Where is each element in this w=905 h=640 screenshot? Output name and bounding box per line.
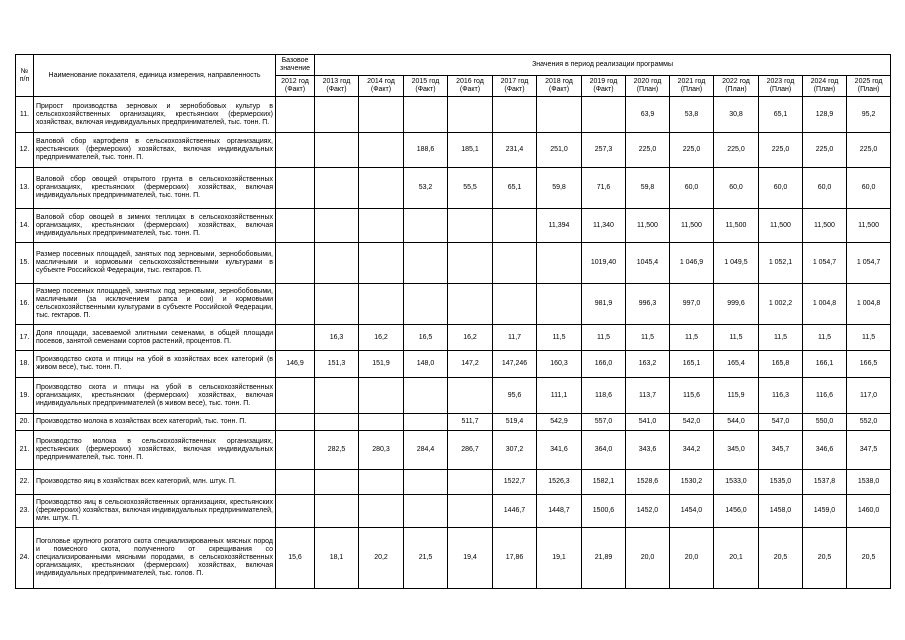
indicator-value: [404, 495, 448, 528]
indicator-value: 1533,0: [714, 470, 759, 495]
indicator-value: 20,2: [359, 528, 404, 589]
row-number: 21.: [16, 431, 34, 470]
document-sheet: [15, 54, 891, 589]
indicator-value: 20,5: [847, 528, 891, 589]
indicator-value: 347,5: [847, 431, 891, 470]
header-year-label: 2018 год: [545, 78, 573, 85]
indicator-value: 166,5: [847, 351, 891, 378]
indicator-value: 19,1: [537, 528, 582, 589]
header-year-label: 2013 год: [322, 78, 351, 85]
header-year: [404, 76, 448, 97]
header-year: [803, 76, 847, 97]
indicator-value: 344,2: [670, 431, 714, 470]
indicator-name: Производство скота и птицы на убой в хозяйствах всех категорий (в живом весе), тыс. тонн. П.: [34, 351, 276, 378]
indicator-value: 542,9: [537, 414, 582, 431]
indicator-value: 60,0: [670, 168, 714, 209]
indicator-value: 1537,8: [803, 470, 847, 495]
header-name: Наименование показателя, единица измерения, направленность: [34, 55, 276, 97]
header-year-label: 2021 год: [677, 78, 706, 85]
indicators-table: [15, 54, 891, 589]
header-year-type: (Факт): [459, 86, 481, 93]
indicator-value: 11,5: [670, 325, 714, 351]
indicator-value: 1460,0: [847, 495, 891, 528]
header-year-type: (План): [857, 86, 880, 93]
indicator-value: 1454,0: [670, 495, 714, 528]
indicator-name: Производство молока в хозяйствах всех категорий, тыс. тонн. П.: [34, 414, 276, 431]
indicator-value: 11,5: [582, 325, 626, 351]
indicator-value: [315, 470, 359, 495]
indicator-value: [404, 284, 448, 325]
indicator-value: 60,0: [803, 168, 847, 209]
indicator-name: Производство яиц в сельскохозяйственных организациях, крестьянских (фермерских) хозяйствах, включая индивидуальных предпринимателей, млн. штук. П.: [34, 495, 276, 528]
indicator-value: 11,5: [714, 325, 759, 351]
header-year-type: (Факт): [504, 86, 525, 93]
indicator-value: 128,9: [803, 97, 847, 133]
header-period: Значения в период реализации программы: [315, 55, 891, 76]
indicator-value: 343,6: [626, 431, 670, 470]
indicator-value: 1 052,1: [759, 243, 803, 284]
indicator-value: [582, 97, 626, 133]
indicator-value: 550,0: [803, 414, 847, 431]
indicator-value: 1459,0: [803, 495, 847, 528]
indicator-value: [493, 284, 537, 325]
indicator-value: 1 049,5: [714, 243, 759, 284]
indicator-name: Производство скота и птицы на убой в сельскохозяйственных организациях, крестьянских (фермерских) хозяйствах, включая индивидуальных предпринимателей (в живом весе), тыс. тонн. П.: [34, 378, 276, 414]
header-base: Базовое значение: [276, 55, 315, 76]
indicator-value: 1 054,7: [803, 243, 847, 284]
table-row: [16, 133, 891, 168]
indicator-value: [315, 414, 359, 431]
indicator-value: [359, 133, 404, 168]
indicator-value: [276, 168, 315, 209]
row-number: 22.: [16, 470, 34, 495]
indicator-value: 116,3: [759, 378, 803, 414]
header-year: [276, 76, 315, 97]
indicator-value: [359, 168, 404, 209]
indicator-value: 166,1: [803, 351, 847, 378]
indicator-value: 116,6: [803, 378, 847, 414]
row-number: 13.: [16, 168, 34, 209]
header-year-label: 2022 год: [722, 78, 750, 85]
indicator-value: 11,500: [714, 209, 759, 243]
indicator-value: 151,3: [315, 351, 359, 378]
indicator-value: 225,0: [847, 133, 891, 168]
indicator-value: 59,8: [626, 168, 670, 209]
indicator-value: 225,0: [626, 133, 670, 168]
header-year-label: 2014 год: [367, 78, 395, 85]
indicator-value: 1452,0: [626, 495, 670, 528]
indicator-value: [315, 495, 359, 528]
header-year-label: 2017 год: [500, 78, 529, 85]
indicator-value: [448, 470, 493, 495]
indicator-value: 225,0: [714, 133, 759, 168]
indicator-value: 1528,6: [626, 470, 670, 495]
indicator-value: [276, 243, 315, 284]
table-row: [16, 325, 891, 351]
indicator-value: [359, 284, 404, 325]
row-number: 20.: [16, 414, 34, 431]
indicator-value: 20,5: [759, 528, 803, 589]
indicator-value: 225,0: [803, 133, 847, 168]
indicator-value: [276, 284, 315, 325]
indicator-value: 117,0: [847, 378, 891, 414]
indicator-value: 15,6: [276, 528, 315, 589]
table-row: [16, 284, 891, 325]
indicator-value: 11,340: [582, 209, 626, 243]
indicator-value: 557,0: [582, 414, 626, 431]
indicator-name: Производство яиц в хозяйствах всех категорий, млн. штук. П.: [34, 470, 276, 495]
indicator-name: Валовой сбор картофеля в сельскохозяйственных организациях, крестьянских (фермерских) хозяйствах, включая индивидуальных предпринимателей, тыс. тонн. П.: [34, 133, 276, 168]
indicator-value: 65,1: [493, 168, 537, 209]
indicator-value: 160,3: [537, 351, 582, 378]
header-year-type: (Факт): [415, 86, 436, 93]
header-year: [315, 76, 359, 97]
indicator-value: [404, 414, 448, 431]
indicator-value: 257,3: [582, 133, 626, 168]
indicator-value: [404, 378, 448, 414]
indicator-value: [359, 378, 404, 414]
indicator-value: 53,8: [670, 97, 714, 133]
indicator-value: 185,1: [448, 133, 493, 168]
indicator-value: 60,0: [847, 168, 891, 209]
indicator-value: 148,0: [404, 351, 448, 378]
header-num: № п/п: [16, 55, 34, 97]
row-number: 18.: [16, 351, 34, 378]
indicator-value: [276, 133, 315, 168]
table-row: [16, 97, 891, 133]
indicator-value: 16,2: [359, 325, 404, 351]
indicator-value: 280,3: [359, 431, 404, 470]
table-row: [16, 470, 891, 495]
header-year-type: (Факт): [370, 86, 392, 93]
header-year-label: 2025 год: [854, 78, 883, 85]
indicator-value: 1 002,2: [759, 284, 803, 325]
indicator-value: 1045,4: [626, 243, 670, 284]
indicator-value: 1 046,9: [670, 243, 714, 284]
indicator-value: 151,9: [359, 351, 404, 378]
indicator-value: [276, 97, 315, 133]
indicator-value: 146,9: [276, 351, 315, 378]
indicator-value: [448, 284, 493, 325]
row-number: 11.: [16, 97, 34, 133]
indicator-value: [404, 97, 448, 133]
indicator-name: Валовой сбор овощей в зимних теплицах в сельскохозяйственных организациях, крестьянских (фермерских) хозяйствах, включая индивидуальных предпринимателей, тыс. тонн. П.: [34, 209, 276, 243]
indicator-value: 59,8: [537, 168, 582, 209]
header-year-label: 2019 год: [589, 78, 618, 85]
indicator-value: 11,5: [803, 325, 847, 351]
indicator-value: [404, 209, 448, 243]
indicator-value: 71,6: [582, 168, 626, 209]
indicator-value: [276, 209, 315, 243]
indicator-value: [448, 495, 493, 528]
indicator-value: 113,7: [626, 378, 670, 414]
indicator-value: [493, 97, 537, 133]
header-year-type: (Факт): [593, 86, 614, 93]
header-year-label: 2024 год: [810, 78, 839, 85]
row-number: 23.: [16, 495, 34, 528]
indicator-value: 542,0: [670, 414, 714, 431]
indicator-value: 11,7: [493, 325, 537, 351]
indicator-value: 511,7: [448, 414, 493, 431]
indicator-value: 999,6: [714, 284, 759, 325]
header-year: [759, 76, 803, 97]
row-number: 17.: [16, 325, 34, 351]
indicator-value: [276, 378, 315, 414]
indicator-value: 1456,0: [714, 495, 759, 528]
table-row: [16, 495, 891, 528]
indicator-value: 251,0: [537, 133, 582, 168]
indicator-value: 1 054,7: [847, 243, 891, 284]
header-year: [448, 76, 493, 97]
indicator-value: 552,0: [847, 414, 891, 431]
indicator-value: [404, 243, 448, 284]
indicator-value: 286,7: [448, 431, 493, 470]
indicator-value: 231,4: [493, 133, 537, 168]
indicator-value: [448, 378, 493, 414]
indicator-value: 16,2: [448, 325, 493, 351]
indicator-value: 115,6: [670, 378, 714, 414]
indicator-value: 11,500: [803, 209, 847, 243]
indicator-value: [359, 495, 404, 528]
row-number: 12.: [16, 133, 34, 168]
indicator-value: [359, 414, 404, 431]
indicator-name: Валовой сбор овощей открытого грунта в сельскохозяйственных организациях, крестьянских (фермерских) хозяйствах, включая индивидуальных предпринимателей, тыс. тонн. П.: [34, 168, 276, 209]
header-year: [626, 76, 670, 97]
indicator-value: 341,6: [537, 431, 582, 470]
row-number: 16.: [16, 284, 34, 325]
indicator-value: 11,394: [537, 209, 582, 243]
header-year-label: 2015 год: [411, 78, 440, 85]
indicator-value: 63,9: [626, 97, 670, 133]
indicator-value: 225,0: [670, 133, 714, 168]
indicator-value: [276, 325, 315, 351]
header-year-type: (Факт): [326, 86, 347, 93]
indicator-value: 165,1: [670, 351, 714, 378]
row-number: 19.: [16, 378, 34, 414]
indicator-value: 147,246: [493, 351, 537, 378]
indicator-value: 11,5: [847, 325, 891, 351]
indicator-value: [276, 495, 315, 528]
header-year-label: 2023 год: [766, 78, 795, 85]
indicator-value: 282,5: [315, 431, 359, 470]
indicator-value: [359, 470, 404, 495]
indicator-value: 307,2: [493, 431, 537, 470]
indicator-value: 11,5: [759, 325, 803, 351]
table-row: [16, 209, 891, 243]
row-number: 24.: [16, 528, 34, 589]
indicator-value: 95,6: [493, 378, 537, 414]
header-year-label: 2012 год: [281, 78, 309, 85]
header-year-type: (Факт): [548, 86, 570, 93]
indicator-value: 1530,2: [670, 470, 714, 495]
indicator-value: [404, 470, 448, 495]
indicator-value: 1448,7: [537, 495, 582, 528]
header-year: [714, 76, 759, 97]
indicator-value: [315, 284, 359, 325]
header-year-type: (План): [680, 86, 703, 93]
indicator-value: [315, 209, 359, 243]
header-year-type: (План): [769, 86, 792, 93]
indicator-name: Размер посевных площадей, занятых под зерновыми, зернобобовыми, масличными (за исключением рапса и сои) и кормовыми сельскохозяйственными культурами в субъекте Российской Федерации, тыс. гектаров. П.: [34, 284, 276, 325]
indicator-value: 981,9: [582, 284, 626, 325]
indicator-value: 1 004,8: [847, 284, 891, 325]
indicator-value: [276, 431, 315, 470]
indicator-value: [493, 209, 537, 243]
indicator-value: 18,1: [315, 528, 359, 589]
table-row: [16, 528, 891, 589]
indicator-value: [537, 243, 582, 284]
indicator-name: Прирост производства зерновых и зернобобовых культур в сельскохозяйственных организациях, крестьянских (фермерских) хозяйствах, включая индивидуальных предпринимателей, тыс. тонн. П.: [34, 97, 276, 133]
indicator-value: 997,0: [670, 284, 714, 325]
indicator-value: 21,89: [582, 528, 626, 589]
indicator-value: [315, 378, 359, 414]
header-year-label: 2020 год: [633, 78, 662, 85]
indicator-value: 20,5: [803, 528, 847, 589]
indicator-value: [359, 243, 404, 284]
header-year: [537, 76, 582, 97]
indicator-value: 53,2: [404, 168, 448, 209]
indicator-value: 345,7: [759, 431, 803, 470]
indicator-value: 166,0: [582, 351, 626, 378]
indicator-value: 1446,7: [493, 495, 537, 528]
indicator-name: Поголовье крупного рогатого скота специализированных мясных пород и помесного скота, полученного от скрещивания со специализированными мясными породами, в сельскохозяйственных организациях, крестьянских (фермерских) хозяйствах, включая индивидуальных предпринимателей, тыс. голов. П.: [34, 528, 276, 589]
indicator-value: 163,2: [626, 351, 670, 378]
header-year: [847, 76, 891, 97]
indicator-value: 364,0: [582, 431, 626, 470]
indicator-value: [315, 243, 359, 284]
indicator-value: [315, 97, 359, 133]
indicator-value: 519,4: [493, 414, 537, 431]
indicator-value: 225,0: [759, 133, 803, 168]
indicator-value: 11,5: [626, 325, 670, 351]
table-row: [16, 351, 891, 378]
header-year: [582, 76, 626, 97]
indicator-value: 111,1: [537, 378, 582, 414]
indicator-value: [493, 243, 537, 284]
table-row: [16, 243, 891, 284]
indicator-value: [315, 168, 359, 209]
indicator-value: 17,86: [493, 528, 537, 589]
indicator-value: [537, 97, 582, 133]
indicator-value: 165,4: [714, 351, 759, 378]
indicator-value: 147,2: [448, 351, 493, 378]
indicator-value: 544,0: [714, 414, 759, 431]
indicator-value: 1538,0: [847, 470, 891, 495]
indicator-value: 20,0: [626, 528, 670, 589]
indicator-value: 1535,0: [759, 470, 803, 495]
indicator-value: 20,1: [714, 528, 759, 589]
header-year-type: (Факт): [284, 86, 306, 93]
indicator-value: 996,3: [626, 284, 670, 325]
indicator-value: 188,6: [404, 133, 448, 168]
indicator-value: [537, 284, 582, 325]
indicator-value: 118,6: [582, 378, 626, 414]
indicator-value: [448, 243, 493, 284]
indicator-value: 1458,0: [759, 495, 803, 528]
indicator-value: 165,8: [759, 351, 803, 378]
indicator-value: 20,0: [670, 528, 714, 589]
indicator-value: 1500,6: [582, 495, 626, 528]
indicator-value: 16,5: [404, 325, 448, 351]
indicator-value: 30,8: [714, 97, 759, 133]
indicator-value: 95,2: [847, 97, 891, 133]
indicator-value: [448, 209, 493, 243]
indicator-value: 21,5: [404, 528, 448, 589]
indicator-value: 541,0: [626, 414, 670, 431]
indicator-value: 1522,7: [493, 470, 537, 495]
indicator-value: [276, 470, 315, 495]
header-year-type: (План): [636, 86, 659, 93]
indicator-value: 11,5: [537, 325, 582, 351]
header-year: [670, 76, 714, 97]
indicator-value: 65,1: [759, 97, 803, 133]
indicator-value: 11,500: [759, 209, 803, 243]
indicator-value: 11,500: [670, 209, 714, 243]
indicator-value: 16,3: [315, 325, 359, 351]
table-row: [16, 431, 891, 470]
table-body: [16, 97, 891, 589]
indicator-value: [359, 97, 404, 133]
indicator-value: [315, 133, 359, 168]
header-year-type: (План): [813, 86, 836, 93]
header-year-type: (План): [725, 86, 747, 93]
row-number: 15.: [16, 243, 34, 284]
indicator-value: 19,4: [448, 528, 493, 589]
table-row: [16, 414, 891, 431]
indicator-value: 1019,40: [582, 243, 626, 284]
table-row: [16, 168, 891, 209]
indicator-value: [448, 97, 493, 133]
indicator-value: 1 004,8: [803, 284, 847, 325]
indicator-value: 115,9: [714, 378, 759, 414]
indicator-value: 284,4: [404, 431, 448, 470]
indicator-name: Размер посевных площадей, занятых под зерновыми, зернобобовыми, масличными и кормовыми сельскохозяйственными культурами в субъекте Российской Федерации, тыс. гектаров. П.: [34, 243, 276, 284]
table-row: [16, 378, 891, 414]
indicator-value: 55,5: [448, 168, 493, 209]
header-year-label: 2016 год: [456, 78, 484, 85]
indicator-value: 547,0: [759, 414, 803, 431]
indicator-value: 1526,3: [537, 470, 582, 495]
indicator-value: 60,0: [714, 168, 759, 209]
indicator-value: 11,500: [847, 209, 891, 243]
indicator-name: Доля площади, засеваемой элитными семенами, в общей площади посевов, занятой семенами сортов растений, процентов. П.: [34, 325, 276, 351]
header-year: [359, 76, 404, 97]
row-number: 14.: [16, 209, 34, 243]
indicator-value: 346,6: [803, 431, 847, 470]
header-year: [493, 76, 537, 97]
indicator-value: [359, 209, 404, 243]
indicator-value: 60,0: [759, 168, 803, 209]
indicator-value: 11,500: [626, 209, 670, 243]
indicator-value: 1582,1: [582, 470, 626, 495]
indicator-value: [276, 414, 315, 431]
indicator-name: Производство молока в сельскохозяйственных организациях, крестьянских (фермерских) хозяйствах, включая индивидуальных предпринимателей, тыс. тонн. П.: [34, 431, 276, 470]
indicator-value: 345,0: [714, 431, 759, 470]
